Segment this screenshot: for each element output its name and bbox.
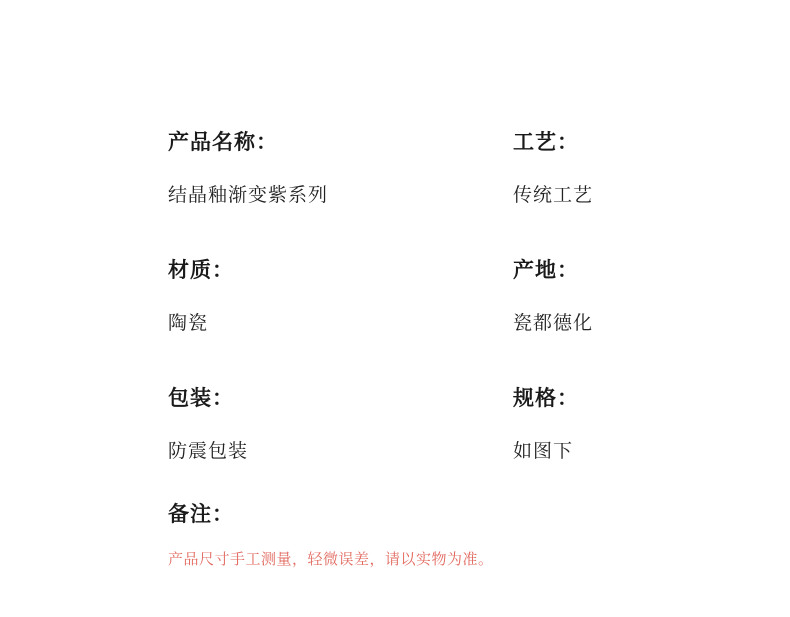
spacer: [168, 208, 688, 258]
spec-label: 规格：: [513, 385, 579, 410]
note-label: 备注：: [168, 501, 234, 526]
spec-cell-packaging: [168, 386, 513, 464]
spec-cell-product-name: [168, 130, 513, 208]
spacer: [513, 283, 688, 313]
spacer: [168, 527, 688, 551]
spec-row: [168, 258, 688, 336]
spec-value: 陶瓷: [168, 313, 209, 335]
spacer: [513, 155, 688, 185]
spec-label: 包装：: [168, 385, 234, 410]
spec-value: 防震包装: [168, 441, 249, 463]
spacer: [168, 336, 688, 386]
spacer: [513, 411, 688, 441]
spec-cell-specification: [513, 386, 688, 464]
spec-value: 如图下: [513, 441, 574, 463]
spec-row: [168, 386, 688, 464]
spec-note: [168, 502, 688, 571]
spacer: [168, 464, 688, 502]
spec-label: 材质：: [168, 257, 234, 282]
spec-grid: [168, 130, 688, 571]
note-text: 产品尺寸手工测量，轻微误差，请以实物为准。: [168, 552, 494, 569]
spacer: [168, 411, 513, 441]
spec-label: 产地：: [513, 257, 579, 282]
spacer: [168, 155, 513, 185]
spec-cell-craft: [513, 130, 688, 208]
spec-label: 工艺：: [513, 130, 579, 154]
spec-value: 瓷都德化: [513, 313, 594, 335]
spec-value: 传统工艺: [513, 185, 594, 207]
spacer: [168, 283, 513, 313]
spec-cell-material: [168, 258, 513, 336]
spec-label: 产品名称：: [168, 130, 278, 154]
spec-cell-origin: [513, 258, 688, 336]
spec-value: 结晶釉渐变紫系列: [168, 185, 329, 207]
spec-row: [168, 130, 688, 208]
